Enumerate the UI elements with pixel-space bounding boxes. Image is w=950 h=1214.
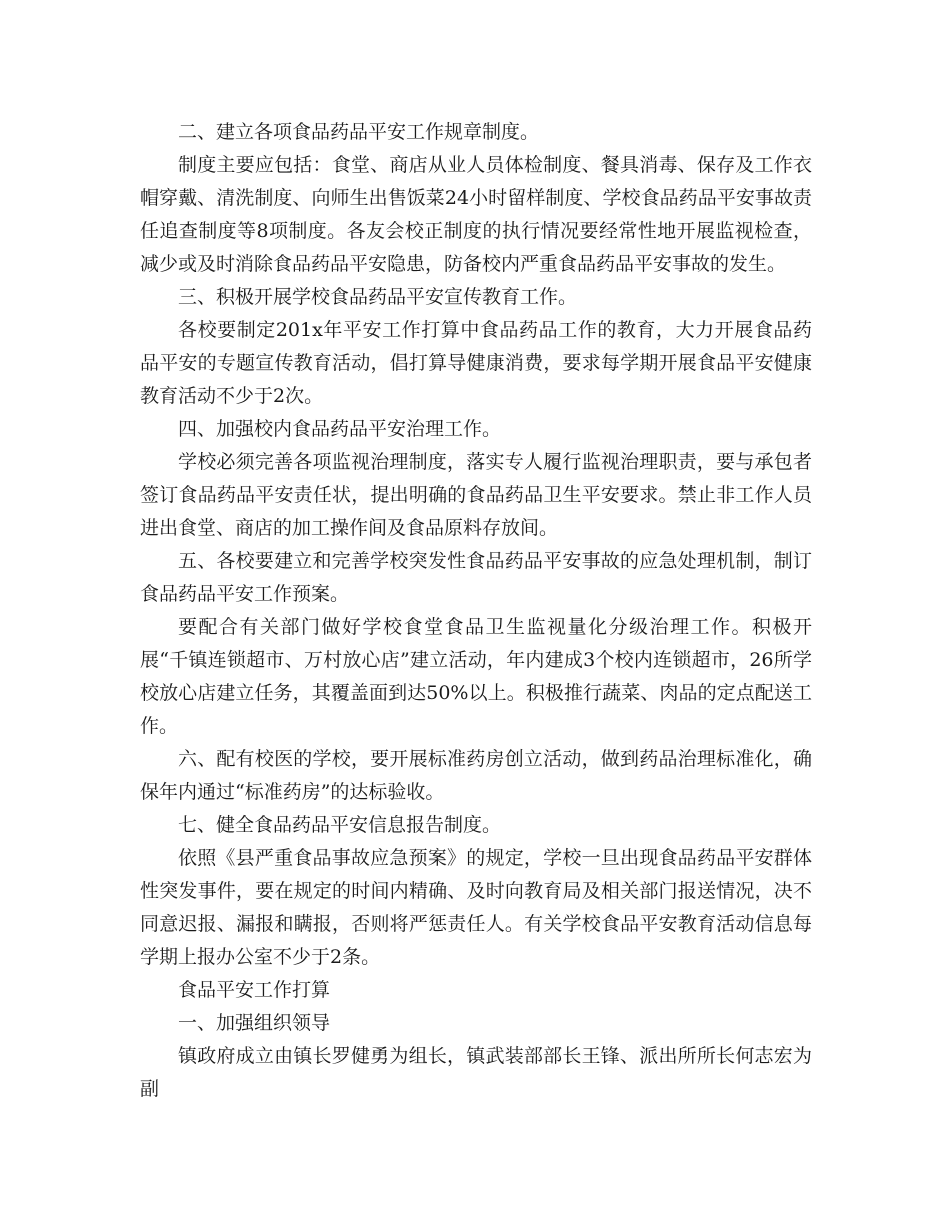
heading-information-reporting: 七、健全食品药品平安信息报告制度。 bbox=[178, 814, 502, 836]
section-title-work-plan: 食品平安工作打算 bbox=[178, 979, 331, 1001]
heading-rules-system: 二、建立各项食品药品平安工作规章制度。 bbox=[178, 121, 540, 143]
heading-publicity-education: 三、积极开展学校食品药品平安宣传教育工作。 bbox=[178, 286, 578, 308]
paragraph-management-content: 学校必须完善各项监视治理制度，落实专人履行监视治理职责，要与承包者签订食品药品平安责任状，提出明确的食品药品卫生平安要求。禁止非工作人员进出食堂、商店的加工操作间及食品原料存放间。 bbox=[140, 451, 812, 539]
paragraph-reporting-content: 依照《县严重食品事故应急预案》的规定，学校一旦出现食品药品平安群体性突发事件，要在规定的时间内精确、及时向教育局及相关部门报送情况，决不同意迟报、漏报和瞒报，否则将严惩责任人。有关学校食品平安教育活动信息每学期上报办公室不少于2条。 bbox=[140, 847, 812, 968]
paragraph-supervision-content: 要配合有关部门做好学校食堂食品卫生监视量化分级治理工作。积极开展“千镇连锁超市、万村放心店”建立活动，年内建成3个校内连锁超市，26所学校放心店建立任务，其覆盖面到达50%以上。积极推行蔬菜、肉品的定点配送工作。 bbox=[140, 616, 812, 737]
heading-campus-management: 四、加强校内食品药品平安治理工作。 bbox=[178, 418, 502, 440]
paragraph-publicity-content: 各校要制定201x年平安工作打算中食品药品工作的教育，大力开展食品药品平安的专题宣传教育活动，倡打算导健康消费，要求每学期开展食品平安健康教育活动不少于2次。 bbox=[140, 319, 812, 407]
heading-standard-pharmacy: 六、配有校医的学校，要开展标准药房创立活动，做到药品治理标准化，确保年内通过“标准药房”的达标验收。 bbox=[140, 748, 812, 803]
paragraph-leadership-content: 镇政府成立由镇长罗健勇为组长，镇武装部部长王锋、派出所所长何志宏为副 bbox=[140, 1045, 812, 1100]
document-body bbox=[140, 116, 812, 1106]
heading-emergency-mechanism: 五、各校要建立和完善学校突发性食品药品平安事故的应急处理机制，制订食品药品平安工作预案。 bbox=[140, 550, 812, 605]
paragraph-rules-content: 制度主要应包括：食堂、商店从业人员体检制度、餐具消毒、保存及工作衣帽穿戴、清洗制度、向师生出售饭菜24小时留样制度、学校食品药品平安事故责任追查制度等8项制度。各友会校正制度的执行情况要经常性地开展监视检查，减少或及时消除食品药品平安隐患，防备校内严重食品药品平安事故的发生。 bbox=[140, 154, 812, 275]
heading-organization-leadership: 一、加强组织领导 bbox=[178, 1012, 331, 1034]
